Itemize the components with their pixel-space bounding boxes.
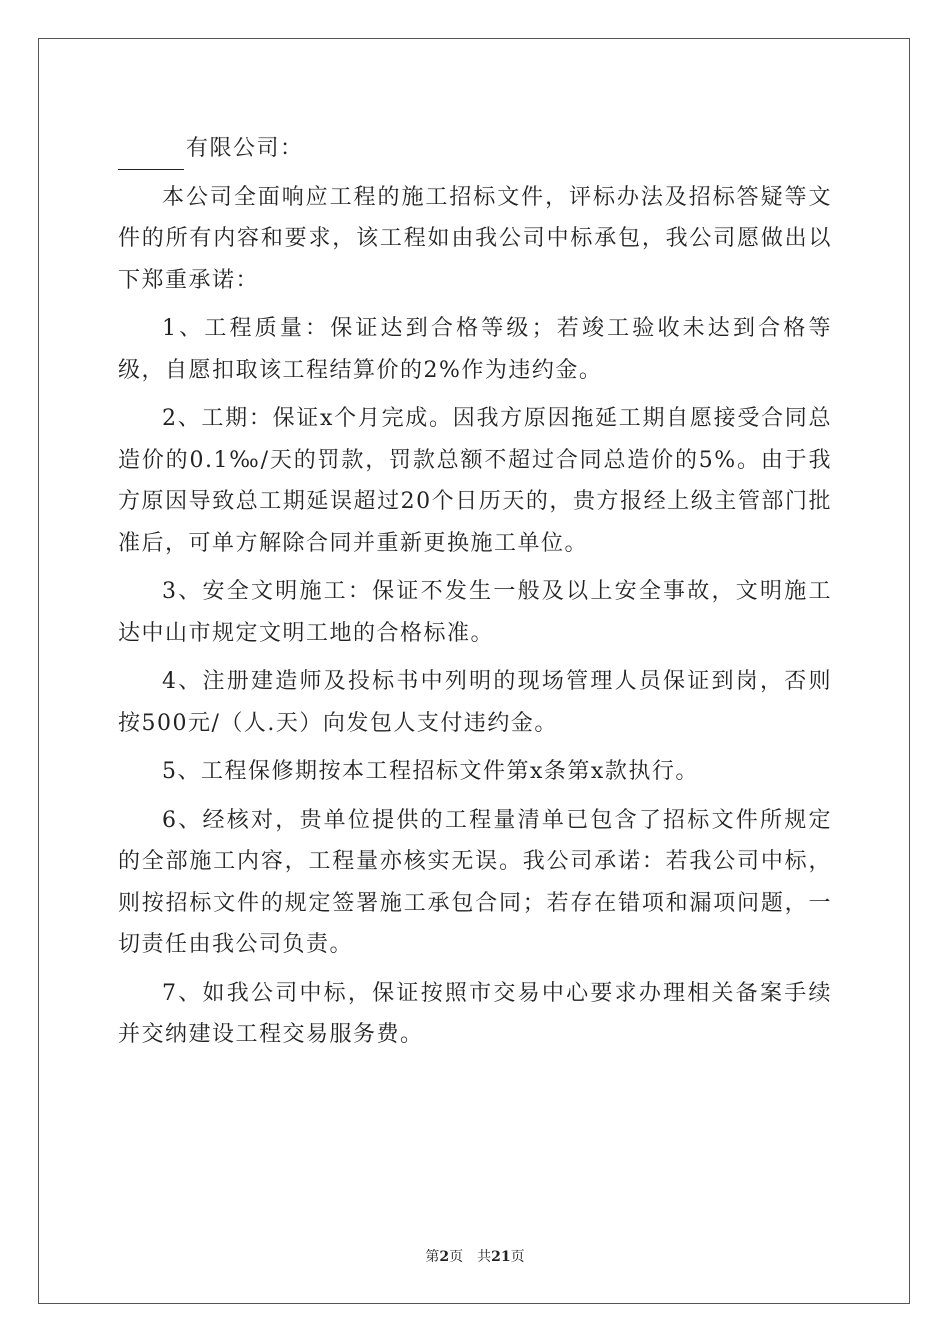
document-body xyxy=(118,128,832,1063)
total-prefix: 共 xyxy=(477,1249,492,1265)
salutation-text: 有限公司： xyxy=(186,136,304,161)
current-page-number: 2 xyxy=(439,1249,450,1265)
total-page-count: 21 xyxy=(491,1249,511,1265)
total-suffix: 页 xyxy=(510,1249,525,1265)
salutation-line xyxy=(118,128,832,170)
commitment-item-2: 2、工期：保证x个月完成。因我方原因拖延工期自愿接受合同总造价的0.1‰/天的罚款，罚款总额不超过合同总造价的5%。由于我方原因导致总工期延误超过20个日历天的，贵方报经上级主管部门批准后，可单方解除合同并重新更换施工单位。 xyxy=(118,406,832,556)
commitment-item-6: 6、经核对，贵单位提供的工程量清单已包含了招标文件所规定的全部施工内容，工程量亦核实无误。我公司承诺：若我公司中标，则按招标文件的规定签署施工承包合同；若存在错项和漏项问题，一切责任由我公司负责。 xyxy=(118,807,832,957)
page-suffix: 页 xyxy=(449,1249,464,1265)
commitment-item-1: 1、工程质量：保证达到合格等级；若竣工验收未达到合格等级，自愿扣取该工程结算价的2%作为违约金。 xyxy=(118,316,832,383)
page-prefix: 第 xyxy=(425,1249,440,1265)
commitment-item-5: 5、工程保修期按本工程招标文件第x条第x款执行。 xyxy=(162,759,699,784)
intro-paragraph: 本公司全面响应工程的施工招标文件，评标办法及招标答疑等文件的所有内容和要求，该工程如由我公司中标承包，我公司愿做出以下郑重承诺： xyxy=(118,184,832,293)
page-footer xyxy=(0,1246,950,1266)
commitment-item-3: 3、安全文明施工：保证不发生一般及以上安全事故，文明施工达中山市规定文明工地的合格标准。 xyxy=(118,579,832,646)
commitment-item-7: 7、如我公司中标，保证按照市交易中心要求办理相关备案手续并交纳建设工程交易服务费。 xyxy=(118,980,832,1047)
company-name-blank xyxy=(118,141,184,170)
commitment-item-4: 4、注册建造师及投标书中列明的现场管理人员保证到岗，否则按500元/（人.天）向发包人支付违约金。 xyxy=(118,669,832,736)
